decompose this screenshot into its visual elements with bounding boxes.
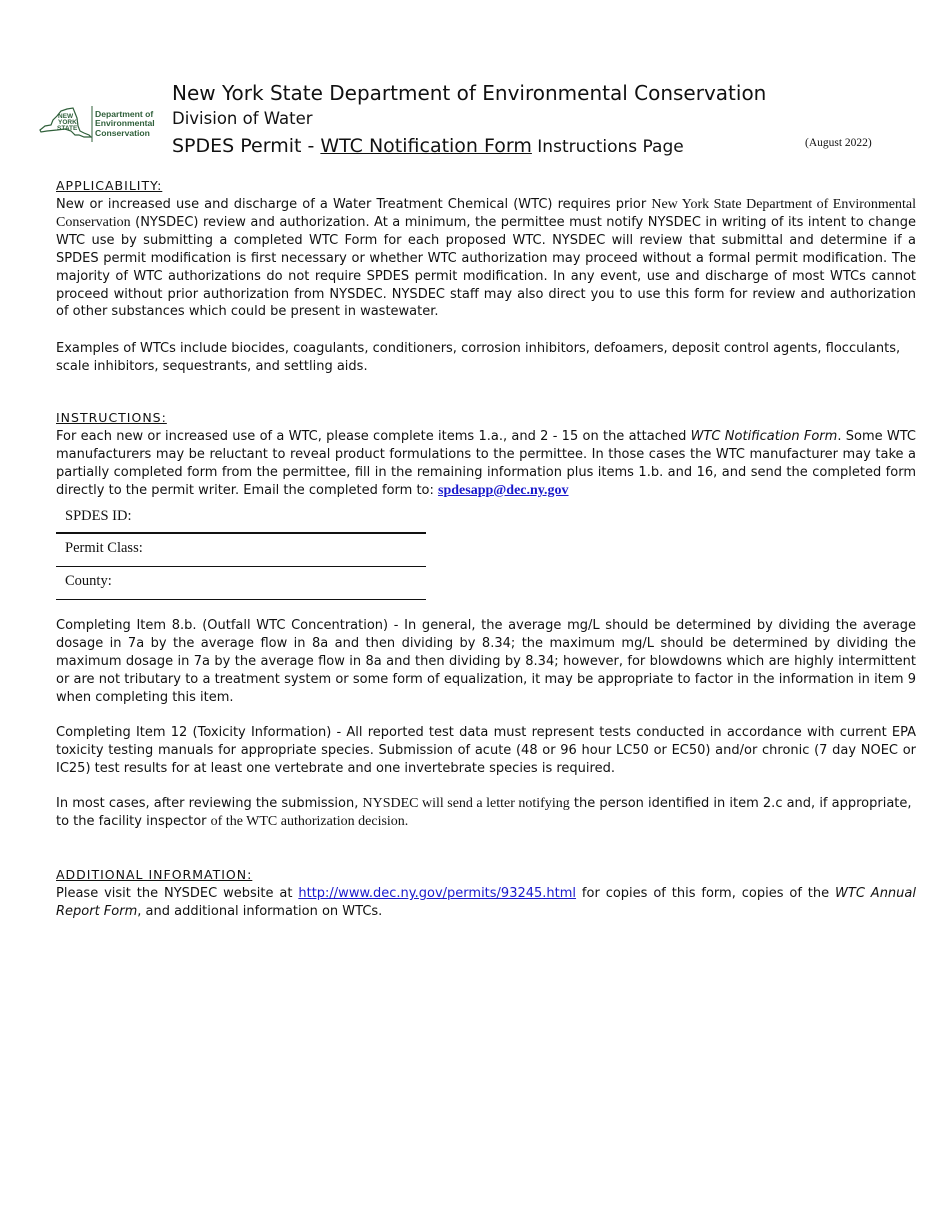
instructions-paragraph: For each new or increased use of a WTC, please complete items 1.a., and 2 - 15 on the attached WTC Notification Form. Some WTC manufacturers may be reluctant to reveal product formulations to the permittee. In those cases the WTC manufacturer may take a partially completed form from the permittee, fill in the remaining information plus items 1.b. and 16, and send the completed form directly to the permit writer. Email the completed form to: spdesapp@dec.ny.gov [56, 429, 917, 498]
item-8b-paragraph: Completing Item 8.b. (Outfall WTC Concentration) - In general, the average mg/L should be determined by dividing the average dosage in 7a by the average flow in 8a and then dividing by 8.34; the maximum mg/L should be determined by dividing the maximum dosage in 7a by the average flow in 8a and then dividing by 8.34; however, for blowdowns which are highly intermittent or are not tributary to a treatment system or some form of equalization, it may be appropriate to factor in the information in item 9 when completing this item. [56, 618, 916, 705]
item-12-paragraph: Completing Item 12 (Toxicity Information) - All reported test data must represent tests conducted in accordance with current EPA toxicity testing manuals for appropriate species. Submission of acute (48 or 96 hour LC50 or EC50) and/or chronic (7 day NOEC or IC25) test results for at least one vertebrate and one invertebrate species is required. [56, 725, 916, 776]
form-name: WTC Notification Form [320, 135, 532, 157]
applicability-paragraph: New or increased use and discharge of a Water Treatment Chemical (WTC) requires prior New York State Department of Environmental Conservation (NYSDEC) review and authorization. At a minimum, the permittee must notify NYSDEC in writing of its intent to change WTC use by submitting a completed WTC Form for each proposed WTC. NYSDEC will review that submittal and determine if a SPDES permit modification is first necessary or whether WTC authorization may proceed without a formal permit modification. The majority of WTC authorizations do not require SPDES permit modification. In any event, use and discharge of most WTCs cannot proceed without prior authorization from NYSDEC. NYSDEC staff may also direct you to use this form for review and authorization of other substances which could be present in wastewater. [56, 197, 917, 320]
wtc-examples-paragraph: Examples of WTCs include biocides, coagulants, conditioners, corrosion inhibitors, defoamers, deposit control agents, flocculants, scale inhibitors, sequestrants, and settling aids. [56, 341, 901, 374]
most-cases-paragraph: In most cases, after reviewing the submission, NYSDEC will send a letter notifying the person identified in item 2.c and, if appropriate, to the facility inspector of the WTC authorization decision. [56, 796, 912, 829]
svg-text:STATE: STATE [57, 125, 78, 132]
form-title: SPDES Permit - WTC Notification Form Instructions Page [172, 135, 684, 157]
instructions-heading: INSTRUCTIONS: [56, 410, 167, 425]
applicability-heading: APPLICABILITY: [56, 178, 163, 193]
logo-department-text: Department of Environmental Conservation [95, 109, 155, 138]
svg-text:NEW: NEW [58, 113, 74, 120]
svg-text:YORK: YORK [58, 119, 77, 126]
form-name-italic: WTC Notification Form [690, 429, 838, 444]
agency-title: New York State Department of Environmental Conservation [172, 81, 767, 105]
division-title: Division of Water [172, 109, 313, 128]
annual-report-form-name: WTC Annual Report Form [56, 886, 916, 919]
permit-class-label: Permit Class: [65, 540, 143, 556]
spdes-id-label: SPDES ID: [65, 508, 132, 524]
spdes-id-field[interactable] [56, 502, 426, 534]
email-link[interactable]: spdesapp@dec.ny.gov [438, 482, 569, 498]
additional-info-heading: ADDITIONAL INFORMATION: [56, 867, 253, 882]
nys-dec-logo [37, 104, 165, 144]
additional-info-paragraph: Please visit the NYSDEC website at http://www.dec.ny.gov/permits/93245.html for copies of this form, copies of the WTC Annual Report Form, and additional information on WTCs. [56, 886, 916, 919]
dec-website-link[interactable]: http://www.dec.ny.gov/permits/93245.html [298, 886, 577, 901]
new-york-state-map-icon [37, 104, 93, 144]
county-label: County: [65, 573, 112, 589]
county-field[interactable] [56, 567, 426, 600]
revision-date: (August 2022) [805, 137, 872, 149]
permit-class-field[interactable] [56, 534, 426, 567]
